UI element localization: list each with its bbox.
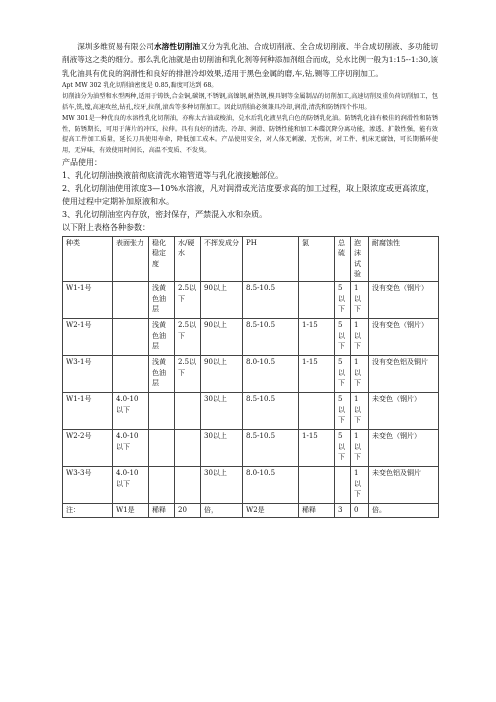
intro-text: 又分为乳化油、合成切削液、全合成切削液、半合成切削液、多功能切削液等这之类的细分。那么乳化油就是由切削油和乳化剂等何种添加剂组合而成，兑水比例一般为1:15--1:30,该乳化油具有优良的润滑性和良好的排泄冷却效果,适用于黑色金属的磨,车,钻,铡等工序切削加工。	[62, 42, 439, 78]
table-cell: W2-2号	[63, 430, 113, 467]
table-cell: 4.0-10以下	[113, 467, 149, 504]
table-cell	[149, 430, 175, 467]
table-cell: 5以下	[335, 319, 351, 356]
table-cell: 30以上	[201, 430, 243, 467]
table-cell	[113, 319, 149, 356]
table-intro: 以下附上表格各种参数：	[62, 222, 150, 232]
note-cell: W1是	[113, 504, 149, 518]
table-cell: 1以下	[351, 282, 369, 319]
usage-item-3: 3、乳化切削油室内存放，密封保存，严禁混入水和杂质。	[62, 209, 268, 219]
table-row	[63, 430, 439, 467]
table-cell: 1以下	[351, 393, 369, 430]
note-cell: W2是	[243, 504, 299, 518]
table-cell: W3-1号	[63, 356, 113, 393]
table-cell: 没有变色（钢片）	[369, 319, 439, 356]
table-cell: W2-1号	[63, 319, 113, 356]
table-cell: 未变色（钢片）	[369, 430, 439, 467]
table-cell: 8.5-10.5	[243, 430, 299, 467]
table-cell: 4.0-10以下	[113, 430, 149, 467]
note-cell: 稀释	[299, 504, 335, 518]
table-cell	[299, 393, 335, 430]
table-cell: 浅黄色油层	[149, 282, 175, 319]
table-row	[63, 393, 439, 430]
table-cell	[299, 467, 335, 504]
header-cell: 稳化稳定度	[149, 236, 175, 281]
table-cell: 5以下	[335, 393, 351, 430]
usage-item-1: 1、乳化切削油换液前彻底清洗水箱管道等与乳化液接触部位。	[62, 171, 284, 181]
table-cell	[175, 467, 201, 504]
note-cell: 3	[335, 504, 351, 518]
table-cell: 没有变色（钢片）	[369, 282, 439, 319]
table-cell: 未变色（钢片）	[369, 393, 439, 430]
table-cell: 1以下	[351, 319, 369, 356]
mw301-body: MW 301是一种优良的水溶性乳化切削油，亦称太古油或梭油，兑水后乳化液呈乳白色的防锈乳化油。防锈乳化油有极佳的润滑性和防锈性，防锈期长，可用于薄片的冲压，拉伸。具有良好的清洗、冷却、润滑、防锈性能和加工本碟沉降分离功能，渗透、扩散性强，能有效提高工件加工质量，延长刀具使用寿命，降低加工成本。产品使用安全，对人体无刺激、无伤害，对工件、机床无腐蚀，可长期循环使用，无异味，有效使用时间长，高温不变质、不发臭。	[62, 114, 438, 155]
table-row	[63, 356, 439, 393]
table-cell: 8.0-10.5	[243, 356, 299, 393]
table-cell: 2.5以下	[175, 356, 201, 393]
table-cell: 90以上	[201, 356, 243, 393]
note-cell: 倍。	[369, 504, 439, 518]
table-row	[63, 282, 439, 319]
table-cell: 8.5-10.5	[243, 319, 299, 356]
table-cell: 5以下	[335, 356, 351, 393]
note-cell: 注：	[63, 504, 113, 518]
header-cell: 耐腐蚀性	[369, 236, 439, 281]
table-cell: 4.0-10以下	[113, 393, 149, 430]
table-cell: 1以下	[351, 467, 369, 504]
table-cell	[113, 282, 149, 319]
table-row	[63, 467, 439, 504]
document-page	[62, 40, 438, 518]
table-cell: 2.5以下	[175, 319, 201, 356]
usage-item-2: 2、乳化切削油使用浓度3—10%水溶液，凡对润滑或光洁度要求高的加工过程，取上限浓度或更高浓度，使用过程中定期补加原液和水。	[62, 184, 434, 206]
parameter-table	[62, 236, 439, 518]
note-cell: 倍，	[201, 504, 243, 518]
note-cell: 稀释	[149, 504, 175, 518]
header-cell: 泡沫试验	[351, 236, 369, 281]
table-cell: 5以下	[335, 430, 351, 467]
table-cell: 1-15	[299, 430, 335, 467]
table-note-row	[63, 504, 439, 518]
product-highlight: 水溶性切削油	[153, 42, 201, 51]
table-cell: 1-15	[299, 356, 335, 393]
table-cell: 浅黄色油层	[149, 356, 175, 393]
table-cell: W1-1号	[63, 393, 113, 430]
intro-paragraph	[62, 40, 438, 80]
apt-body: 切削油分为油型和水型两种,适用于铸铁,合金铜,碳钢,不锈钢,高镍钢,耐热钢,模具钢等金属制品的切削加工,高速切削及重负荷切削加工，包括车,铣,镗,高速攻丝,钻孔,绞牙,拉削,滚齿等多种切削加工。因此切削油必须兼具冷却,润滑,清洗和防锈四个作用。	[62, 92, 438, 111]
header-cell: 水/硬水	[175, 236, 201, 281]
table-cell: 30以上	[201, 467, 243, 504]
table-cell: 1以下	[351, 430, 369, 467]
table-cell: 1-15	[299, 319, 335, 356]
header-cell: 种类	[63, 236, 113, 281]
table-cell: 90以上	[201, 319, 243, 356]
usage-title: 产品使用：	[62, 158, 102, 168]
table-cell: 30以上	[201, 393, 243, 430]
table-cell	[175, 393, 201, 430]
table-cell: 浅黄色油层	[149, 319, 175, 356]
table-cell: 1以下	[351, 356, 369, 393]
table-cell: 8.5-10.5	[243, 282, 299, 319]
apt-title: Apt MW 302 乳化切削油密度是 0.85,黏度可达到 68。	[62, 81, 218, 89]
header-cell: 表面张力	[113, 236, 149, 281]
table-header-row	[63, 236, 439, 281]
table-cell	[149, 393, 175, 430]
table-cell	[149, 467, 175, 504]
table-cell: W3-3号	[63, 467, 113, 504]
header-cell: 不挥发成分	[201, 236, 243, 281]
table-cell: 没有变色铝及铜片	[369, 356, 439, 393]
table-cell: 8.0-10.5	[243, 467, 299, 504]
company-name: 深圳多维贸易有限公司	[77, 42, 154, 51]
table-cell: 未变色铝及铜片	[369, 467, 439, 504]
header-cell: PH	[243, 236, 299, 281]
table-cell: 8.5-10.5	[243, 393, 299, 430]
table-cell: 5以下	[335, 282, 351, 319]
header-cell: 氯	[299, 236, 335, 281]
table-row	[63, 319, 439, 356]
table-cell	[335, 467, 351, 504]
note-cell: 20	[175, 504, 201, 518]
table-cell: 90以上	[201, 282, 243, 319]
table-cell: W1-1号	[63, 282, 113, 319]
header-cell: 总硫	[335, 236, 351, 281]
table-cell	[113, 356, 149, 393]
table-cell	[299, 282, 335, 319]
table-cell: 2.5以下	[175, 282, 201, 319]
note-cell: 0	[351, 504, 369, 518]
table-cell	[175, 430, 201, 467]
